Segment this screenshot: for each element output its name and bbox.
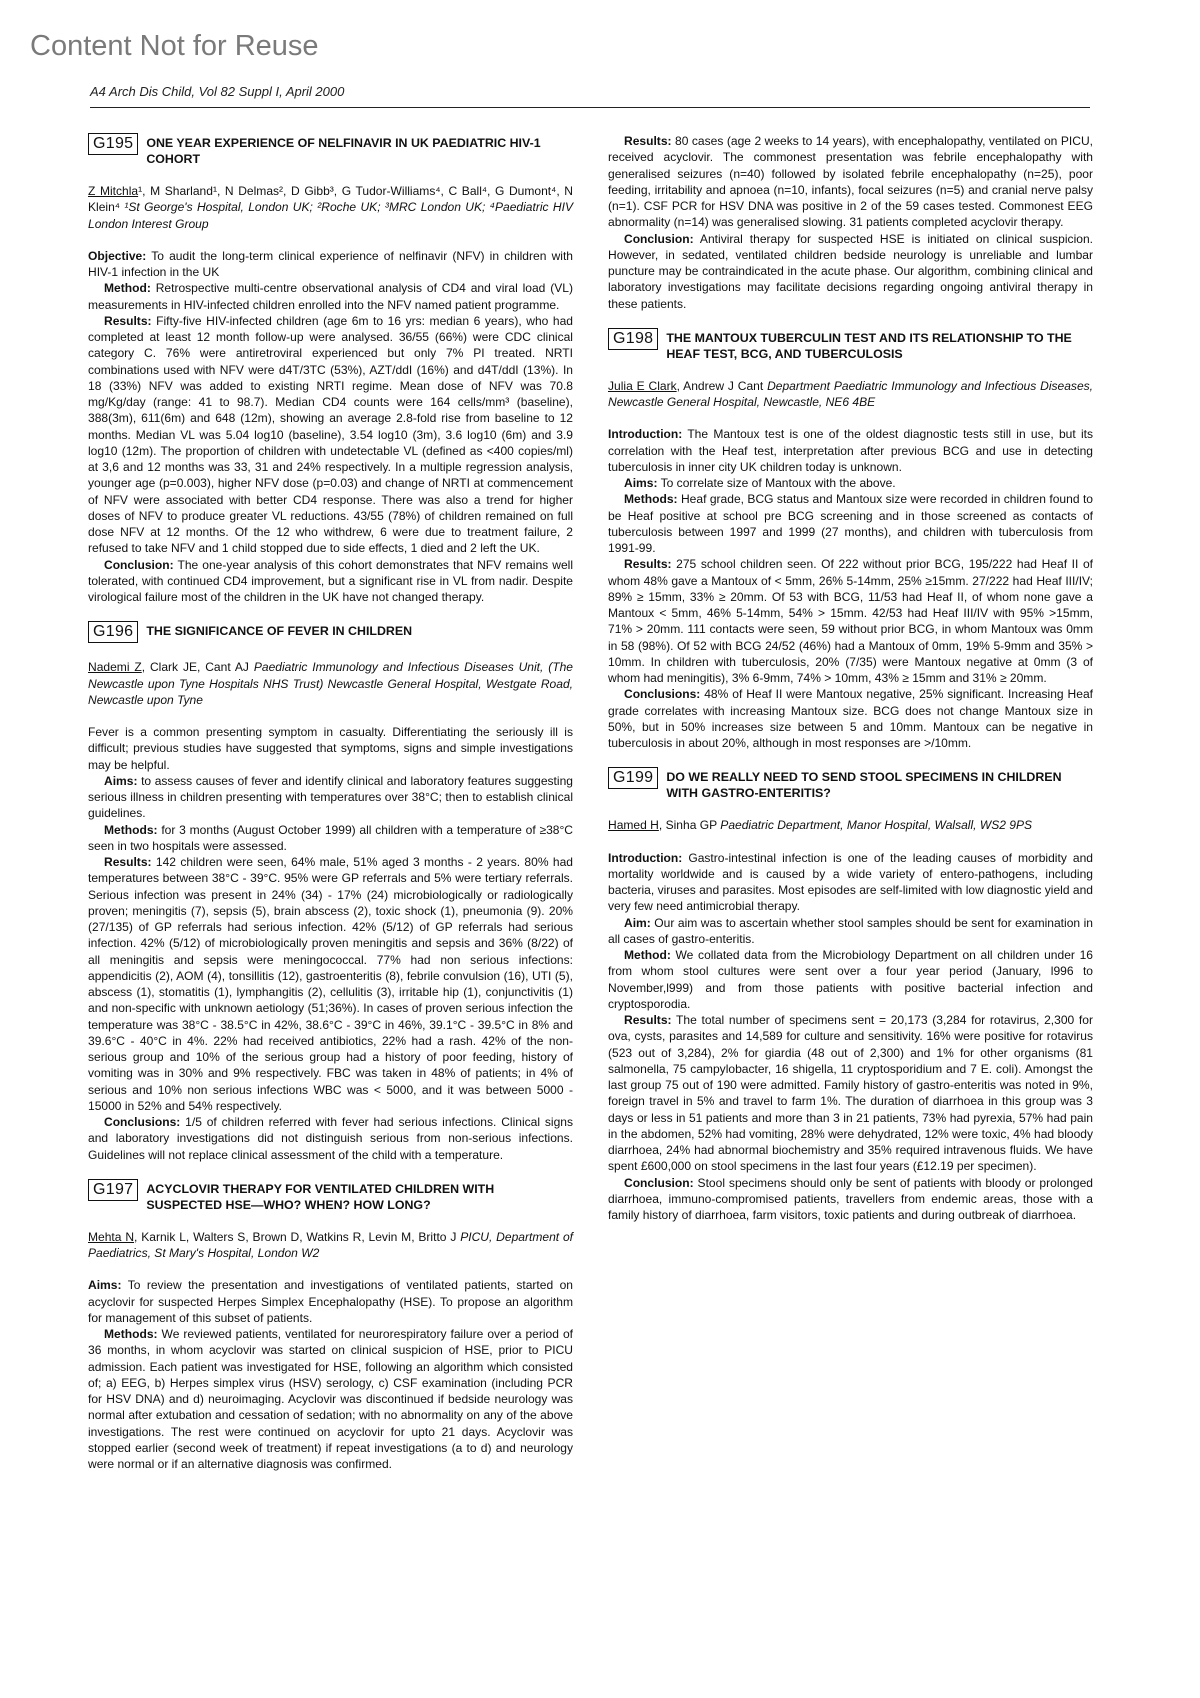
section-text: The total number of specimens sent = 20,173 (3,284 for rotavirus, 2,300 for ova, cysts, parasites and 14,589 for culture and sensitivity. 16% were positive for rotavirus (523 out of 3,284), 2% for giardia (48 out of 2,300) and 1% for other organisms (81 salmonella, 75 campylobacter, 16 shigella, 11 cryptosporidium and 7 E. coli). Amongst the last group 75 out of 190 were admitted. Family history of gastro-enteritis was noted in 9%, foreign travel in 5% and travel to farm 1%. The duration of diarrhoea in this group was 3 days or less in 51 patients and more than 3 in 21 patients, 73% had pyrexia, 57% had pain in the abdomen, 52% had vomiting, 28% were dehydrated, 12% were toxic, 4% had bloody diarrhoea, 24% had abnormal biochemistry and 35% required intravenous fluids. We have spent £600,000 on stool specimens in the last four years (£12.19 per specimen).	[608, 1013, 1093, 1174]
results-paragraph	[88, 854, 573, 1114]
section-label: Conclusion:	[104, 557, 174, 572]
section-label: Aims:	[624, 476, 658, 490]
section-text: Our aim was to ascertain whether stool samples should be sent for examination in all cases of gastro-enteritis.	[608, 915, 1093, 946]
section-label: Objective:	[88, 248, 147, 263]
abstract-g198	[608, 328, 1093, 752]
methods-paragraph	[88, 822, 573, 855]
section-text: 142 children were seen, 64% male, 51% aged 3 months - 2 years. 80% had temperatures between 38°C - 39°C. 95% were GP referrals and 5% were tertiary referrals. Serious infection was present in 24% (34) - 17% (24) microbiologically or radiologically proven; meningitis (7), sepsis (5), brain abscess (2), toxic shock (1), pneumonia (9). 20% (27/135) of GP referrals had serious infection. 42% (5/12) of GP referrals had serious infection. 42% (5/12) of microbiologically proven meningitis and sepsis and 36% (8/22) of all meningitis and sepsis were meningococcal. 77% had non serious infections: appendicitis (2), AOM (4), tonsillitis (12), gastroenteritis (8), febrile convulsion (16), UTI (5), abscess (1), stomatitis (1), lymphangitis (2), cellulitis (3), irritable hip (1), conjunctivitis (1) and non-specific with unknown aetiology (51;36%). In cases of proven serious infection the temperature was 38°C - 38.5°C in 42%, 38.6°C - 39°C in 46%, 39.1°C - 39.5°C in 8% and 39.6°C - 40°C in 4%. 22% had received antibiotics, 22% had a rash. 42% of the non-serious group and 10% of the serious group had a history of poor feeding, history of vomiting was in 30% and 9% respectively. FBC was taken in 48% of patients; in 4% of serious and 10% non serious infections WBC was < 5000, and it was between 5000 - 15000 in 52% and 54% respectively.	[88, 855, 573, 1113]
section-label: Results:	[624, 1013, 672, 1027]
results-paragraph	[608, 1012, 1093, 1175]
abstract-authors	[88, 183, 573, 232]
section-label: Conclusions:	[104, 1115, 181, 1129]
first-author: Hamed H	[608, 818, 659, 833]
abstract-title: ONE YEAR EXPERIENCE OF NELFINAVIR IN UK PAEDIATRIC HIV-1 COHORT	[146, 136, 541, 166]
co-authors: , Andrew J Cant	[676, 378, 768, 393]
first-author: Nademi Z	[88, 660, 142, 675]
abstract-authors	[88, 1229, 573, 1262]
section-label: Conclusion:	[624, 231, 694, 246]
abstract-g195	[88, 133, 573, 605]
section-text: To correlate size of Mantoux with the above.	[657, 476, 896, 490]
abstract-authors	[608, 817, 1093, 833]
section-text: 275 school children seen. Of 222 without prior BCG, 195/222 had Heaf II of whom 48% gave a Mantoux of < 5mm, 26% 5-14mm, 25% ≥15mm. 27/222 had Heaf III/IV; 89% ≥ 15mm, 33% ≥ 20mm. Of 53 with BCG, 11/53 had Heaf II, of whom none gave a Mantoux < 5mm, 46% 5-14mm, 54% > 15mm. 42/53 had Heaf III/IV with 95% >15mm, 71% > 20mm. 111 contacts were seen, 59 without prior BCG, in whom Mantoux was 0mm in 58 (98%). Of 52 with BCG 24/52 (46%) had a Mantoux of 0mm, 19% 5-9mm and 35% > 10mm. In children with tuberculosis, 20% (7/35) were Mantoux negative at 0mm (3 of whom had meningitis), 3% 6-9mm, 74% > 10mm, 43% ≥ 15mm and 31% ≥ 20mm.	[608, 557, 1093, 685]
running-head: A4 Arch Dis Child, Vol 82 Suppl I, April 2000	[90, 84, 345, 99]
section-text: 48% of Heaf II were Mantoux negative, 25% significant. Increasing Heaf grade correlates with increasing Mantoux size. BCG does not change Mantoux size in 50%, but in 50% increases size between 5 and 10mm. Mantoux can be negative in tuberculosis in about 20%, although in most responses are >/10mm.	[608, 687, 1093, 750]
first-author: Z Mitchla	[88, 184, 139, 198]
section-text: Fifty-five HIV-infected children (age 6m to 16 yrs: median 6 years), who had completed at least 12 month follow-up were analysed. 36/55 (66%) were CDC clinical category C. 76% were antiretroviral experienced but only 7% PI treated. NRTI combinations used with NFV were d4T/3TC (53%), AZT/ddI (16%) and d4T/ddI (13%). In 18 (33%) NFV was added to existing NRTI regime. Mean dose of NFV was 70.8 mg/Kg/day (range: 41 to 98.7). Median CD4 counts were 164 cells/mm³ (baseline), 388(3m), 611(6m) and 648 (12m), showing an average 2.8-fold rise from baseline to 12 months. Median VL was 5.04 log10 (baseline), 3.54 log10 (3m), 3.6 log10 (6m) and 3.9 log10 (12m). The proportion of children with undetectable VL (defined as <400 copies/ml) at 3,6 and 12 months was 33, 31 and 24% respectively. In a multiple regression analysis, younger age (p=0.003), higher NFV dose (p=0.03) and change of NRTI at commencement of NFV were associated with better CD4 response. There was also a trend for higher doses of NFV to produce greater VL reductions. 43/55 (78%) of children remained on full dose NFV at 12 months. Of the 12 who withdrew, 6 were due to treatment failure, 2 refused to take NFV and 1 child stopped due to side effects, 1 died and 2 left the UK.	[88, 313, 573, 556]
aim-paragraph	[608, 915, 1093, 948]
affiliation: Department Paediatric Immunology and Infectious Diseases, Newcastle General Hospital, Newcastle, NE6 4BE	[608, 378, 1094, 409]
methods-paragraph	[88, 1326, 573, 1472]
section-text: Stool specimens should only be sent of patients with bloody or prolonged diarrhoea, immuno-compromised patients, travellers from endemic areas, those with a family history of diarrhoea, farm visitors, toxic patients and during outbreak of diarrhoea.	[608, 1175, 1093, 1222]
abstract-title: THE MANTOUX TUBERCULIN TEST AND ITS RELATIONSHIP TO THE HEAF TEST, BCG, AND TUBERCULOSIS	[666, 330, 1072, 361]
conclusion-paragraph	[608, 231, 1093, 312]
abstract-title: DO WE REALLY NEED TO SEND STOOL SPECIMENS IN CHILDREN WITH GASTRO-ENTERITIS?	[666, 770, 1062, 801]
section-text: Antiviral therapy for suspected HSE is initiated on clinical suspicion. However, in sedated, ventilated children bedside neurology is unreliable and lumbar puncture may be contraindicated in the acute phase. Our algorithm, combining clinical and laboratory investigations may facilitate decisions regarding ongoing antiviral therapy in these patients.	[608, 231, 1093, 311]
abstract-g196	[88, 621, 573, 1163]
method-paragraph	[88, 280, 573, 313]
abstract-header	[608, 767, 1093, 801]
affiliation: ¹St George's Hospital, London UK; ²Roche UK; ³MRC London UK; ⁴Paediatric HIV London Interest Group	[88, 200, 573, 231]
abstract-title: THE SIGNIFICANCE OF FEVER IN CHILDREN	[146, 624, 413, 639]
intro-paragraph	[608, 850, 1093, 915]
section-text: The Mantoux test is one of the oldest diagnostic tests still in use, but its correlation with the Heaf test, interpretation after previous BCG and use in detecting tuberculosis in inner city UK children today is unknown.	[608, 427, 1093, 474]
section-text: The one-year analysis of this cohort demonstrates that NFV remains well tolerated, with continued CD4 improvement, but a significant rise in VL from nadir. Despite virological failure most of the children in the UK have not changed therapy.	[88, 557, 573, 604]
affiliation: Paediatric Department, Manor Hospital, Walsall, WS2 9PS	[720, 818, 1033, 833]
section-label: Results:	[624, 134, 672, 148]
first-author: Julia E Clark	[608, 378, 677, 393]
section-text: Fever is a common presenting symptom in casualty. Differentiating the seriously ill is difficult; previous studies have suggested that symptoms, signs and simple investigations may be helpful.	[88, 725, 573, 772]
intro-paragraph	[88, 724, 573, 773]
results-paragraph	[608, 133, 1093, 231]
results-paragraph	[608, 556, 1093, 686]
co-authors: ¹, M Sharland¹, N Delmas², D Gibb³, G Tudor-Williams⁴, C Ball⁴, G Dumont⁴, N Klein⁴	[88, 184, 573, 215]
section-text: To audit the long-term clinical experience of nelfinavir (NFV) in children with HIV-1 infection in the UK	[88, 248, 573, 279]
section-text: for 3 months (August October 1999) all children with a temperature of ≥38°C seen in two hospitals were assessed.	[88, 822, 573, 853]
right-column	[608, 133, 1093, 1239]
section-label: Conclusion:	[624, 1175, 694, 1190]
first-author: Mehta N	[88, 1229, 135, 1244]
section-text: We reviewed patients, ventilated for neurorespiratory failure over a period of 36 months, in whom acyclovir was started on clinical suspicion of HSE, prior to PICU admission. Each patient was investigated for HSE, following an algorithm which consisted of; a) EEG, b) Herpes simplex virus (HSV) serology, c) CSF examination (including PCR for HSV DNA) and d) neuroimaging. Acyclovir was discontinued if bedside neurology was normal after extubation and cessation of sedation; with no abnormality on any of the above investigations. The rest were continued on acyclovir for upto 21 days. Acyclovir was stopped earlier (second week of treatment) if repeat investigations (a to d) and neurology were normal or if an alternative diagnosis was confirmed.	[88, 1327, 573, 1471]
abstract-code: G196	[88, 621, 138, 643]
abstract-header	[608, 328, 1093, 362]
section-text: To review the presentation and investigations of ventilated patients, started on acyclovir for suspected Herpes Simplex Encephalopathy (HSE). To propose an algorithm for management of this subset of patients.	[88, 1278, 573, 1325]
affiliation: PICU, Department of Paediatrics, St Mary's Hospital, London W2	[88, 1229, 573, 1260]
section-label: Methods:	[624, 492, 678, 507]
section-label: Results:	[624, 557, 672, 572]
section-label: Method:	[624, 948, 671, 962]
section-label: Aim:	[624, 915, 651, 930]
abstract-g197-continued	[608, 133, 1093, 312]
conclusions-paragraph	[608, 686, 1093, 751]
co-authors: , Clark JE, Cant AJ	[141, 660, 254, 675]
abstract-code: G198	[608, 328, 658, 350]
abstract-code: G195	[88, 133, 138, 155]
co-authors: , Karnik L, Walters S, Brown D, Watkins R, Levin M, Britto J	[134, 1229, 461, 1244]
conclusion-paragraph	[88, 557, 573, 606]
header-rule	[90, 107, 1090, 108]
abstract-title: ACYCLOVIR THERAPY FOR VENTILATED CHILDREN WITH SUSPECTED HSE—WHO? WHEN? HOW LONG?	[146, 1181, 495, 1212]
abstract-header	[88, 1179, 573, 1213]
section-label: Results:	[104, 313, 152, 328]
section-text: Gastro-intestinal infection is one of the leading causes of morbidity and mortality worldwide and is caused by a wide variety of entero-pathogens, including bacteria, viruses and parasites. Most episodes are self-limited with low diagnostic yield and very few need antimicrobial therapy.	[608, 850, 1093, 914]
section-text: 1/5 of children referred with fever had serious infections. Clinical signs and laboratory investigations did not distinguish serious from non-serious infections. Guidelines will not replace clinical assessment of the child with a temperature.	[88, 1115, 573, 1162]
method-paragraph	[608, 947, 1093, 1012]
aims-paragraph	[88, 1277, 573, 1326]
affiliation: Paediatric Immunology and Infectious Diseases Unit, (The Newcastle upon Tyne Hospitals NHS Trust) Newcastle General Hospital, Westgate Road, Newcastle upon Tyne	[88, 660, 573, 707]
section-text: We collated data from the Microbiology Department on all children under 16 from whom stool cultures were sent over a four year period (January, l996 to November,l999) and from those patients with positive bacterial infection and cryptosporodia.	[608, 948, 1093, 1011]
section-text: to assess causes of fever and identify clinical and laboratory features suggesting serious illness in children presenting with temperatures over 38°C; then to establish clinical guidelines.	[88, 773, 573, 821]
results-paragraph	[88, 313, 573, 557]
methods-paragraph	[608, 491, 1093, 556]
aims-paragraph	[88, 773, 573, 822]
section-label: Methods:	[104, 1327, 158, 1341]
objective-paragraph	[88, 248, 573, 281]
section-label: Results:	[104, 855, 152, 869]
aims-paragraph	[608, 475, 1093, 491]
abstract-header	[88, 133, 573, 167]
conclusions-paragraph	[88, 1114, 573, 1163]
abstract-code: G199	[608, 767, 658, 789]
abstract-code: G197	[88, 1179, 138, 1201]
left-column	[88, 133, 573, 1488]
watermark: Content Not for Reuse	[30, 30, 319, 62]
section-text: Heaf grade, BCG status and Mantoux size were recorded in children found to be Heaf positive at school pre BCG screening and in those screened as contacts of tuberculosis between 1997 and 1999 (27 months), and children with tuberculosis from 1991-99.	[608, 492, 1093, 555]
section-label: Aims:	[104, 773, 138, 788]
section-label: Conclusions:	[624, 687, 701, 702]
section-text: 80 cases (age 2 weeks to 14 years), with encephalopathy, ventilated on PICU, received acyclovir. The commonest presentation was febrile encephalopathy with generalised seizures (n=40) followed by isolated febrile encephalopathy (n=25), poor feeding, irritability and apnoea (n=10, infants), focal seizures (n=5) and cranial nerve palsy (n=1). CSF PCR for HSV DNA was positive in 2 of the 59 cases tested. Commonest EEG abnormality (n=14) was generalised slowing. 31 patients completed acyclovir therapy.	[608, 134, 1093, 230]
section-label: Introduction:	[608, 850, 683, 865]
abstract-authors	[608, 378, 1093, 411]
section-label: Introduction:	[608, 427, 683, 442]
abstract-header	[88, 621, 573, 643]
section-label: Method:	[104, 281, 151, 296]
conclusion-paragraph	[608, 1175, 1093, 1224]
abstract-authors	[88, 659, 573, 708]
section-label: Aims:	[88, 1278, 122, 1293]
abstract-g199	[608, 767, 1093, 1223]
co-authors: , Sinha GP	[658, 818, 721, 833]
abstract-g197	[88, 1179, 573, 1473]
section-text: Retrospective multi-centre observational analysis of CD4 and viral load (VL) measurements in HIV-infected children enrolled into the NFV named patient programme.	[88, 281, 573, 312]
section-label: Methods:	[104, 822, 158, 837]
intro-paragraph	[608, 426, 1093, 475]
